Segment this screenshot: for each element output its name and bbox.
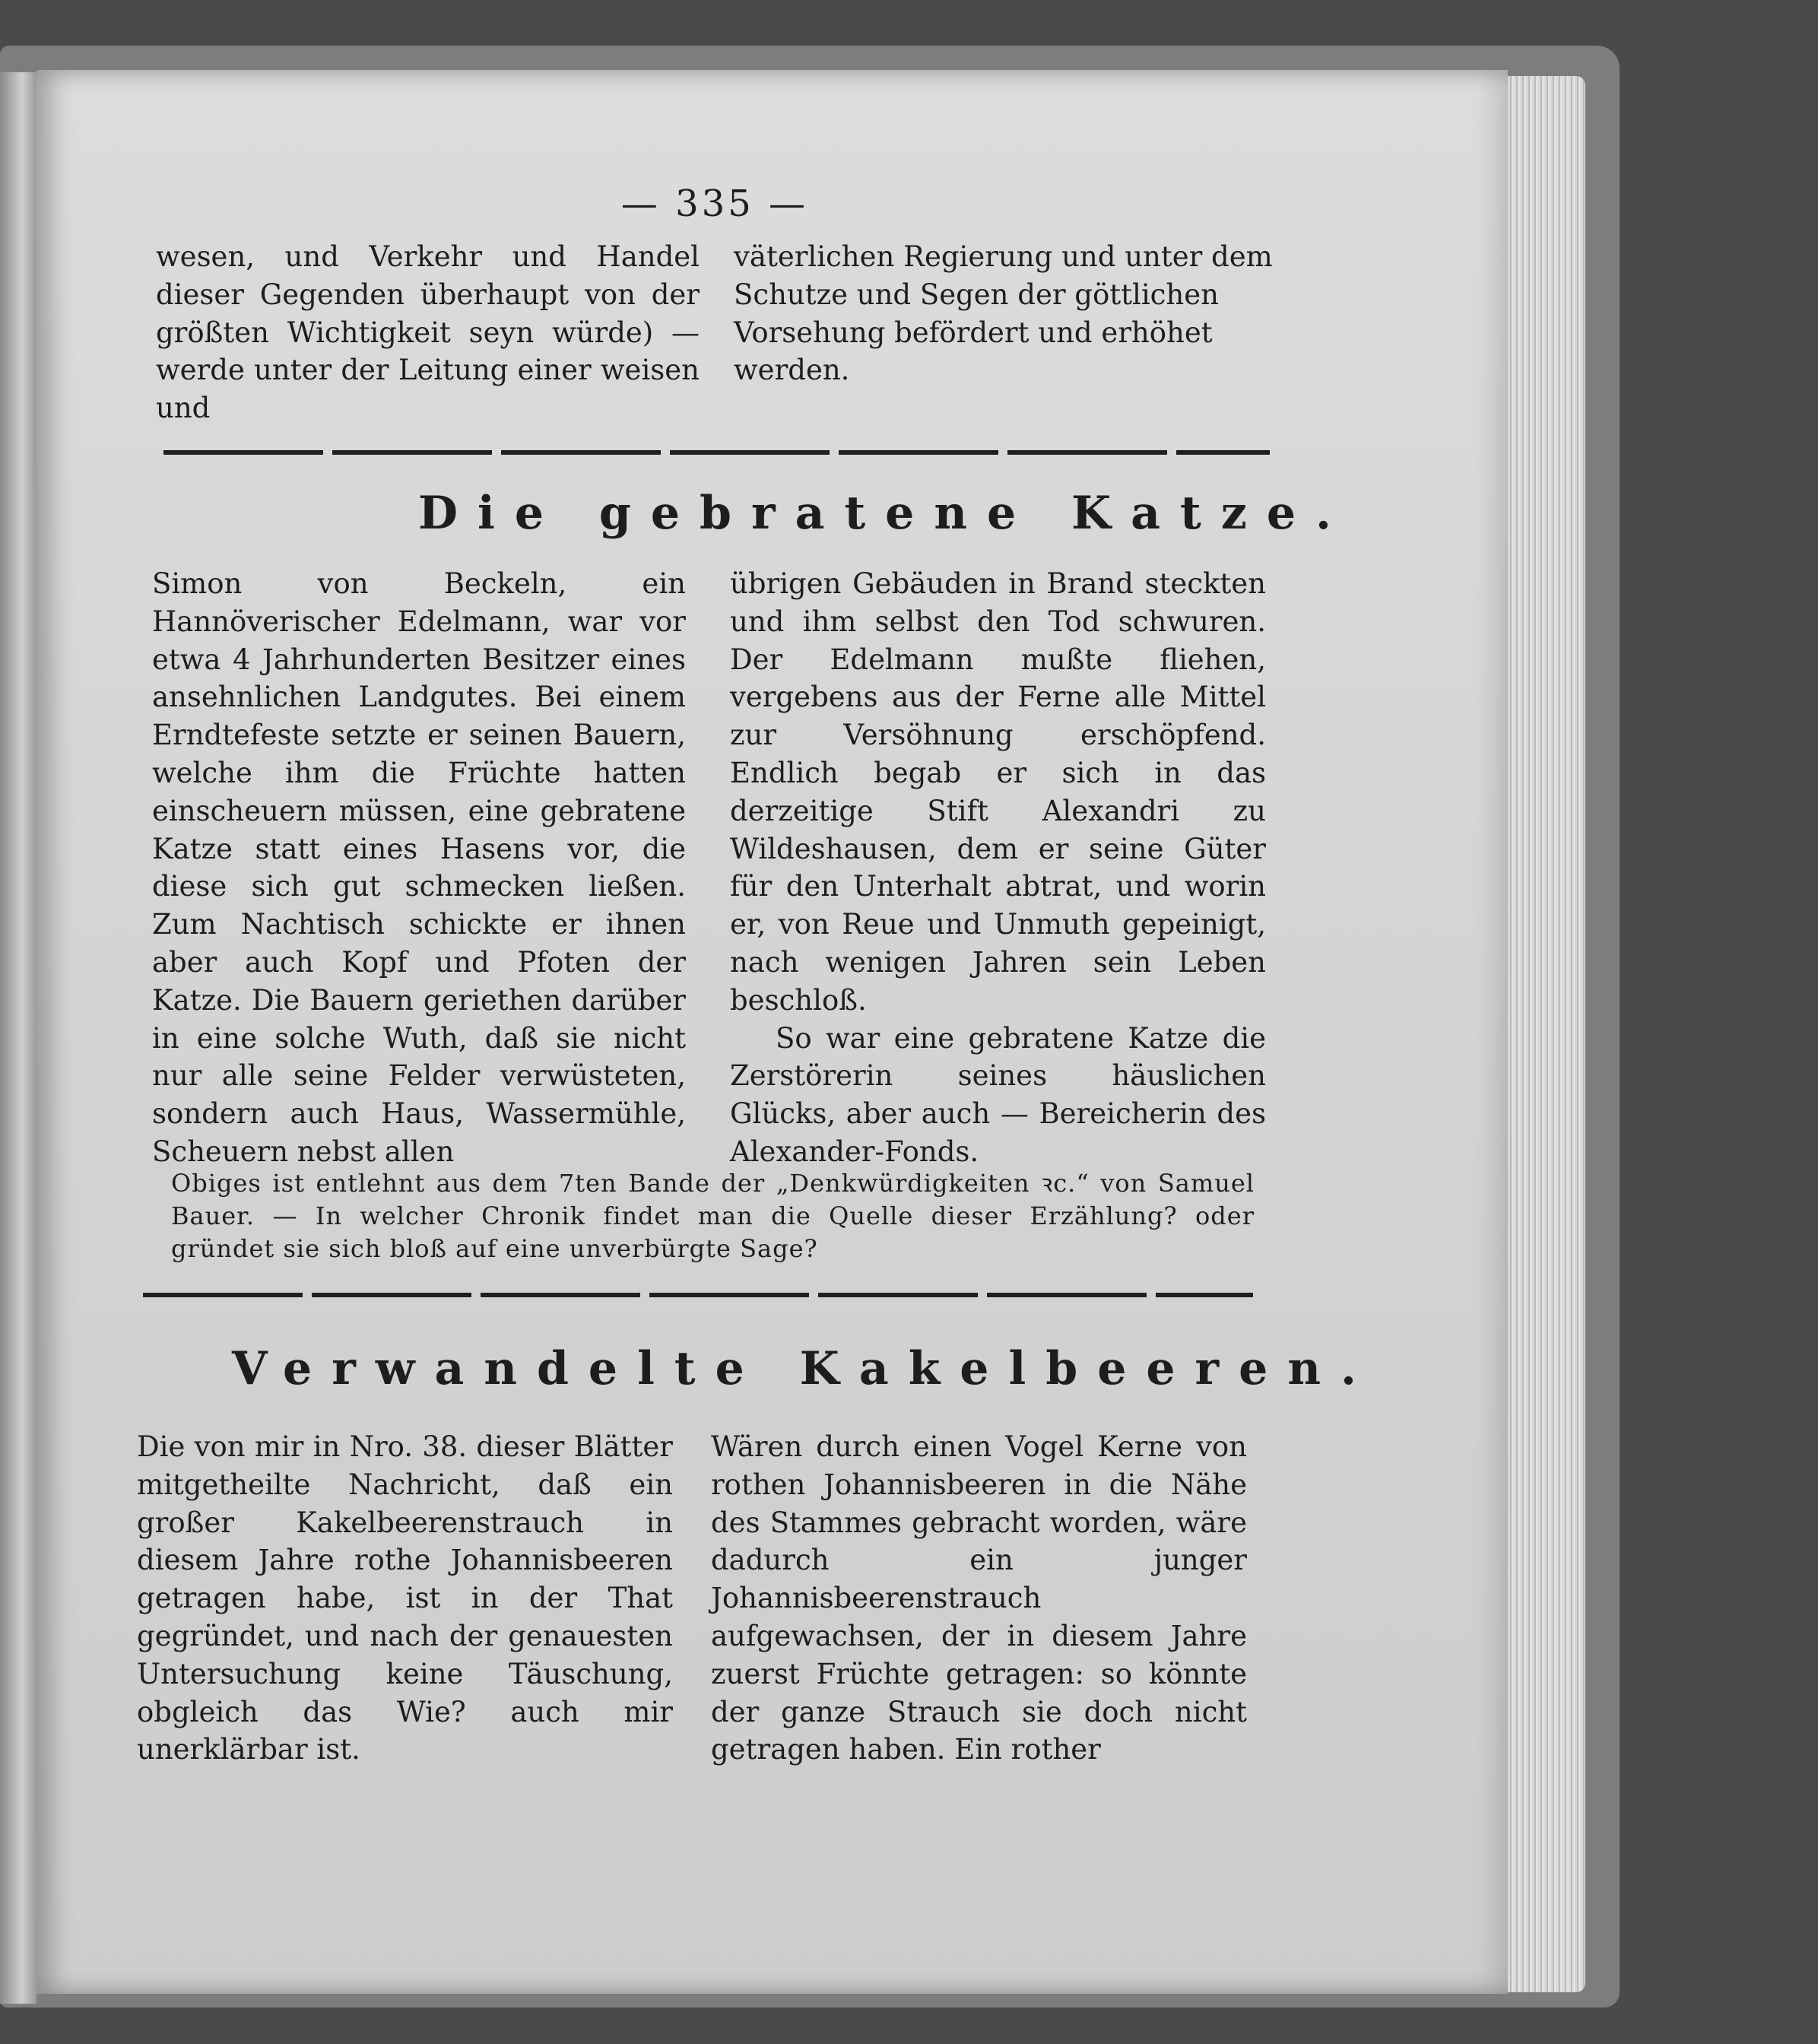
section-divider <box>143 1293 1253 1297</box>
top-left-text: wesen, und Verkehr und Handel dieser Gegenden überhaupt von der größten Wichtigkeit seyn würde) — werde unter der Leitung einer weisen und <box>156 240 700 425</box>
article1-right-column <box>730 565 1266 1171</box>
article2-right-text: Wären durch einen Vogel Kerne von rothen Johannisbeeren in die Nähe des Stammes gebracht worden, wäre dadurch ein junger Johannisbeerenstrauch aufgewachsen, der in diesem Jahre zuerst Früchte getragen: so könnte der ganze Strauch sie doch nicht getragen haben. Ein rother <box>711 1430 1247 1766</box>
article2-left-text: Die von mir in Nro. 38. dieser Blätter mitgetheilte Nachricht, daß ein großer Kakelbeerenstrauch in diesem Jahre rothe Johannisbeeren getragen habe, ist in der That gegründet, und nach der genauesten Untersuchung keine Täuschung, obgleich das Wie? auch mir unerklärbar ist. <box>137 1430 673 1766</box>
article1-left-text: Simon von Beckeln, ein Hannöverischer Edelmann, war vor etwa 4 Jahrhunderten Besitzer eines ansehnlichen Landgutes. Bei einem Erndtefeste setzte er seinen Bauern, welche ihm die Früchte hatten einscheuern müssen, eine gebratene Katze statt eines Hasens vor, die diese sich gut schmecken ließen. Zum Nachtisch schickte er ihnen aber auch Kopf und Pfoten der Katze. Die Bauern geriethen darüber in eine solche Wuth, daß sie nicht nur alle seine Felder verwüsteten, sondern auch Haus, Wassermühle, Scheuern nebst allen <box>152 567 686 1168</box>
article-title: Verwandelte Kakelbeeren. <box>232 1342 1376 1395</box>
top-left-column <box>156 238 700 427</box>
top-right-text: väterlichen Regierung und unter dem Schutze und Segen der göttlichen Vorsehung befördert und erhöhet werden. <box>734 240 1273 387</box>
article-title: Die gebratene Katze. <box>418 487 1351 540</box>
article2-left-column <box>137 1428 673 1769</box>
article1-right-text-2: So war eine gebratene Katze die Zerstörerin seines häuslichen Glücks, aber auch — Bereicherin des Alexander-Fonds. <box>730 1021 1266 1168</box>
page-number: — 335 — <box>620 182 809 225</box>
article1-right-text-1: übrigen Gebäuden in Brand steckten und ihm selbst den Tod schwuren. Der Edelmann mußte fliehen, vergebens aus der Ferne alle Mittel zur Versöhnung erschöpfend. Endlich begab er sich in das derzeitige Stift Alexandri zu Wildeshausen, dem er seine Güter für den Unterhalt abtrat, und worin er, von Reue und Unmuth gepeinigt, nach wenigen Jahren sein Leben beschloß. <box>730 567 1266 1017</box>
article1-left-column <box>152 565 686 1171</box>
top-right-column <box>734 238 1275 389</box>
editorial-note: Obiges ist entlehnt aus dem 7ten Bande der „Denkwürdigkeiten ꝛc.“ von Samuel Bauer. — In welcher Chronik findet man die Quelle dieser Erzählung? oder gründet sie sich bloß auf eine unverbürgte Sage? <box>171 1169 1255 1263</box>
section-divider <box>163 450 1270 455</box>
article2-right-column <box>711 1428 1247 1769</box>
